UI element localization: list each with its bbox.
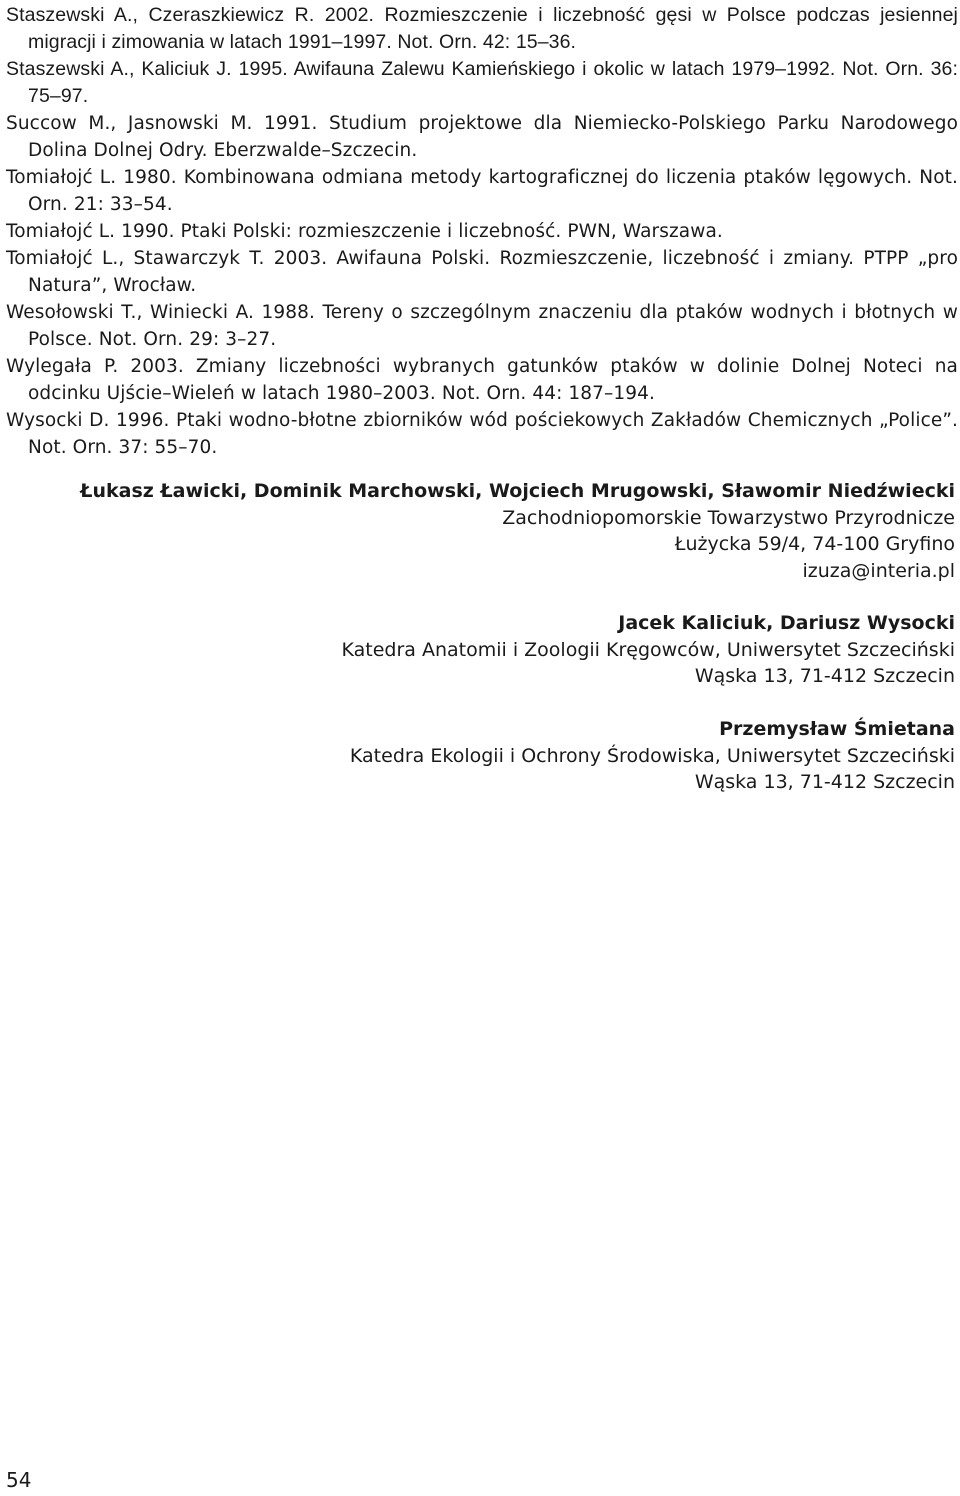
reference-item: Staszewski A., Czeraszkiewicz R. 2002. Rozmieszczenie i liczebność gęsi w Polsce podczas jesiennej migracji i zimowania w latach 1991–1997. Not. Orn. 42: 15–36. (6, 4, 958, 53)
reference-list (6, 2, 958, 461)
author-names: Przemysław Śmietana (719, 718, 955, 740)
affiliation-line: Zachodniopomorskie Towarzystwo Przyrodnicze (502, 506, 955, 529)
author-block (15, 716, 955, 796)
author-block (15, 610, 955, 690)
author-names: Jacek Kaliciuk, Dariusz Wysocki (618, 612, 955, 634)
author-names: Łukasz Ławicki, Dominik Marchowski, Wojciech Mrugowski, Sławomir Niedźwiecki (80, 480, 955, 502)
affiliation-line: Katedra Ekologii i Ochrony Środowiska, Uniwersytet Szczeciński (349, 744, 955, 767)
affiliation-line: Katedra Anatomii i Zoologii Kręgowców, Uniwersytet Szczeciński (341, 638, 955, 661)
reference-item: Wysocki D. 1996. Ptaki wodno-błotne zbiorników wód pościekowych Zakładów Chemicznych „Police”. Not. Orn. 37: 55–70. (6, 410, 958, 458)
address-line: Wąska 13, 71-412 Szczecin (694, 771, 955, 793)
reference-item: Wylegała P. 2003. Zmiany liczebności wybranych gatunków ptaków w dolinie Dolnej Noteci na odcinku Ujście–Wieleń w latach 1980–2003. Not. Orn. 44: 187–194. (6, 356, 958, 404)
author-block (15, 478, 955, 584)
reference-item: Tomiałojć L. 1980. Kombinowana odmiana metody kartograficznej do liczenia ptaków lęgowych. Not. Orn. 21: 33–54. (6, 167, 958, 215)
reference-item: Wesołowski T., Winiecki A. 1988. Tereny o szczególnym znaczeniu dla ptaków wodnych i błotnych w Polsce. Not. Orn. 29: 3–27. (6, 302, 958, 350)
reference-item: Tomiałojć L. 1990. Ptaki Polski: rozmieszczenie i liczebność. PWN, Warszawa. (6, 221, 723, 242)
page-number: 54 (6, 1468, 32, 1492)
email-line: izuza@interia.pl (802, 559, 955, 582)
address-line: Łużycka 59/4, 74-100 Gryfino (674, 533, 955, 555)
reference-item: Tomiałojć L., Stawarczyk T. 2003. Awifauna Polski. Rozmieszczenie, liczebność i zmiany. PTPP „pro Natura”, Wrocław. (6, 248, 958, 296)
address-line: Wąska 13, 71-412 Szczecin (694, 665, 955, 687)
reference-item: Staszewski A., Kaliciuk J. 1995. Awifauna Zalewu Kamieńskiego i okolic w latach 1979–1992. Not. Orn. 36: 75–97. (6, 58, 958, 107)
reference-item: Succow M., Jasnowski M. 1991. Studium projektowe dla Niemiecko-Polskiego Parku Narodowego Dolina Dolnej Odry. Eberzwalde–Szczecin. (6, 113, 958, 161)
